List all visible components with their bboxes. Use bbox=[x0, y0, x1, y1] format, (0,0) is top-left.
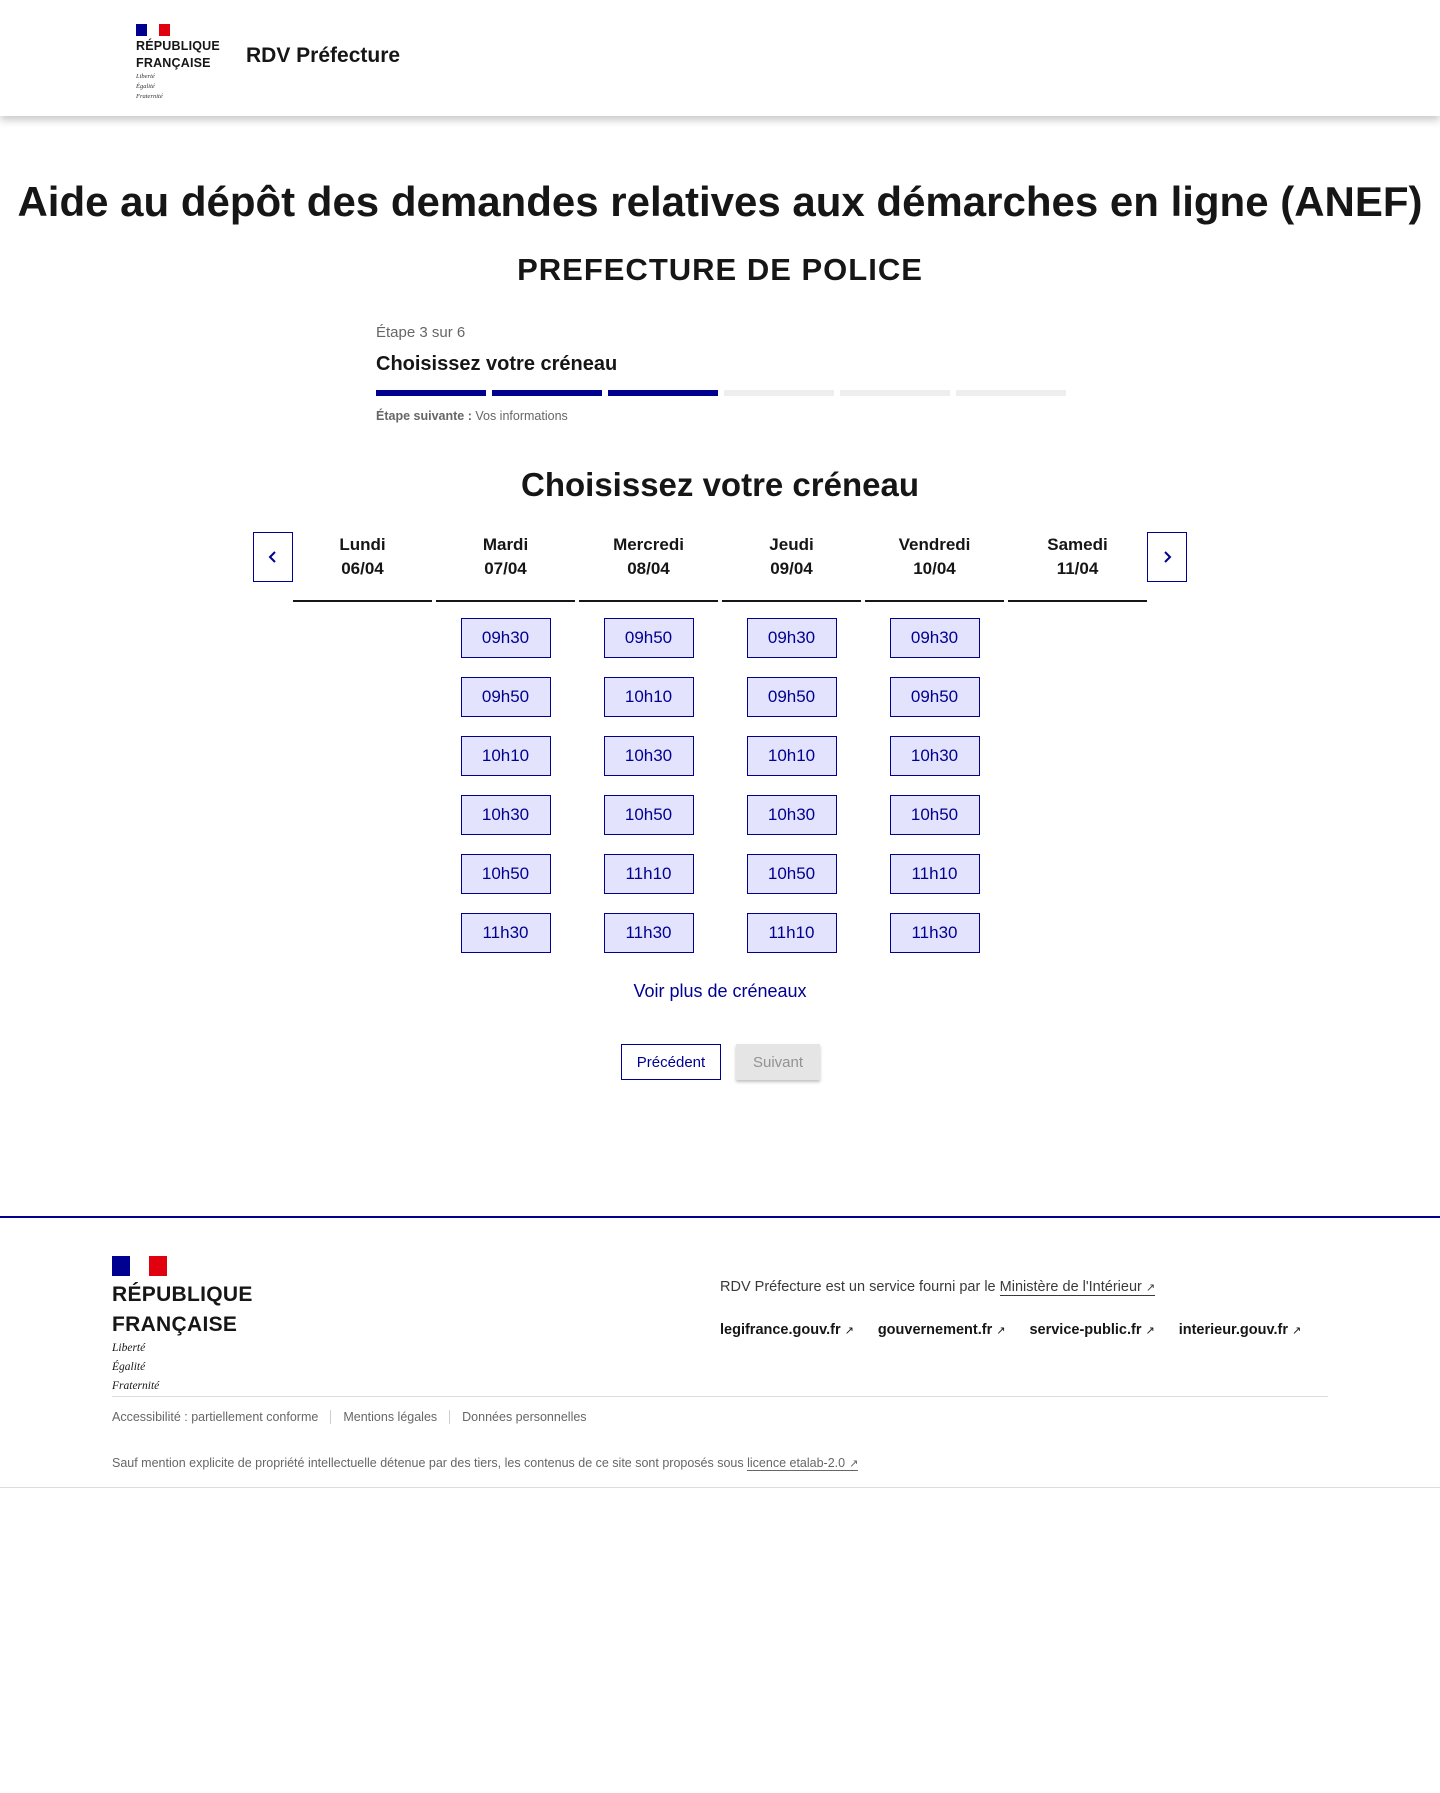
external-link-icon: ↗ bbox=[996, 1325, 1006, 1337]
logo-text-line1: RÉPUBLIQUE bbox=[136, 39, 220, 53]
chooser-title: Choisissez votre créneau bbox=[521, 466, 919, 503]
time-slot-button[interactable]: 10h50 bbox=[461, 854, 551, 894]
chevron-right-icon bbox=[1160, 550, 1174, 564]
external-link-icon: ↗ bbox=[844, 1325, 854, 1337]
footer-divider bbox=[112, 1396, 1328, 1397]
prefecture-name: PREFECTURE DE POLICE bbox=[517, 252, 923, 287]
time-slot-button[interactable]: 11h30 bbox=[890, 913, 980, 953]
footer-link-label: interieur.gouv.fr bbox=[1178, 1322, 1288, 1338]
slot-list bbox=[865, 618, 1004, 953]
footer-link-label: legifrance.gouv.fr bbox=[720, 1322, 841, 1338]
day-name: Mercredi bbox=[613, 535, 684, 554]
time-slot-button[interactable]: 10h50 bbox=[747, 854, 837, 894]
time-slot-button[interactable]: 10h30 bbox=[747, 795, 837, 835]
time-slot-button[interactable]: 10h10 bbox=[747, 736, 837, 776]
footer-logo-text-line2: FRANÇAISE bbox=[112, 1313, 238, 1336]
day-name: Mardi bbox=[482, 535, 529, 554]
footer-links bbox=[720, 1322, 1301, 1338]
site-header bbox=[0, 0, 1440, 116]
day-date: 06/04 bbox=[341, 559, 384, 578]
days-grid bbox=[293, 532, 1147, 953]
footer-bottom-link[interactable]: Accessibilité : partiellement conforme bbox=[112, 1410, 319, 1424]
footer-description bbox=[720, 1279, 1155, 1295]
time-slot-button[interactable]: 09h30 bbox=[890, 618, 980, 658]
step-bar-5 bbox=[840, 390, 950, 396]
footer-devise-fraternite: Fraternité bbox=[112, 1380, 160, 1392]
time-slot-button[interactable]: 09h30 bbox=[461, 618, 551, 658]
day-name: Jeudi bbox=[769, 535, 814, 554]
external-link-icon: ↗ bbox=[1292, 1325, 1302, 1337]
time-slot-button[interactable]: 11h10 bbox=[604, 854, 694, 894]
next-button[interactable]: Suivant bbox=[736, 1044, 820, 1080]
step-next-label: Étape suivante : bbox=[376, 409, 472, 423]
day-column bbox=[1008, 532, 1147, 953]
page-title: Aide au dépôt des demandes relatives aux démarches en ligne (ANEF) bbox=[17, 178, 1423, 225]
day-column bbox=[865, 532, 1004, 953]
ministry-link[interactable] bbox=[1000, 1279, 1155, 1296]
footer-logo-text-line1: RÉPUBLIQUE bbox=[112, 1283, 253, 1306]
day-header bbox=[722, 532, 861, 602]
step-bar-3 bbox=[608, 390, 718, 396]
step-bar-4 bbox=[724, 390, 834, 396]
footer-link-label: service-public.fr bbox=[1029, 1322, 1142, 1338]
time-slot-button[interactable]: 09h50 bbox=[461, 677, 551, 717]
footer-bottom-link[interactable]: Données personnelles bbox=[449, 1410, 598, 1424]
time-slot-button[interactable]: 10h30 bbox=[604, 736, 694, 776]
day-header bbox=[293, 532, 432, 602]
time-slot-button[interactable]: 10h50 bbox=[604, 795, 694, 835]
time-slot-button[interactable]: 10h10 bbox=[604, 677, 694, 717]
footer-bottom-link[interactable]: Mentions légales bbox=[330, 1410, 449, 1424]
day-date: 10/04 bbox=[913, 559, 956, 578]
day-column bbox=[293, 532, 432, 953]
chevron-left-icon bbox=[266, 550, 280, 564]
slot-list bbox=[579, 618, 718, 953]
footer-bottom-links bbox=[112, 1410, 599, 1424]
day-name: Samedi bbox=[1047, 535, 1108, 554]
day-column bbox=[579, 532, 718, 953]
time-slot-button[interactable]: 11h10 bbox=[747, 913, 837, 953]
slot-list bbox=[722, 618, 861, 953]
time-slot-button[interactable]: 09h50 bbox=[604, 618, 694, 658]
republique-francaise-logo[interactable] bbox=[136, 24, 226, 100]
time-slot-button[interactable]: 11h10 bbox=[890, 854, 980, 894]
footer-description-text: RDV Préfecture est un service fourni par le bbox=[720, 1279, 1000, 1295]
day-name: Lundi bbox=[339, 535, 386, 554]
footer-republique-francaise-logo[interactable] bbox=[112, 1256, 253, 1393]
footer-link-service-public[interactable] bbox=[1029, 1322, 1154, 1338]
marianne-flag-icon bbox=[136, 24, 170, 36]
step-title: Choisissez votre créneau bbox=[376, 353, 618, 375]
day-date: 08/04 bbox=[627, 559, 670, 578]
devise-fraternite: Fraternité bbox=[136, 93, 163, 100]
footer-link-interieur[interactable] bbox=[1179, 1322, 1302, 1338]
previous-button[interactable]: Précédent bbox=[621, 1044, 721, 1080]
stepper bbox=[376, 324, 1066, 423]
external-link-icon: ↗ bbox=[1145, 1282, 1156, 1294]
footer-link-legifrance[interactable] bbox=[720, 1322, 854, 1338]
devise-egalite: Égalité bbox=[136, 83, 155, 90]
day-date: 09/04 bbox=[770, 559, 813, 578]
day-header bbox=[1008, 532, 1147, 602]
logo-text-line2: FRANÇAISE bbox=[136, 56, 211, 70]
time-slot-button[interactable]: 10h50 bbox=[890, 795, 980, 835]
day-column bbox=[722, 532, 861, 953]
license-link-label: licence etalab-2.0 bbox=[747, 1456, 846, 1470]
time-slot-button[interactable]: 10h30 bbox=[890, 736, 980, 776]
devise-liberte: Liberté bbox=[136, 73, 155, 80]
license-text: Sauf mention explicite de propriété intellectuelle détenue par des tiers, les contenus de ce site sont proposés sous bbox=[112, 1456, 748, 1470]
day-header bbox=[865, 532, 1004, 602]
step-bar-6 bbox=[956, 390, 1066, 396]
step-next bbox=[376, 409, 1066, 423]
more-slots-link[interactable]: Voir plus de créneaux bbox=[633, 981, 807, 1001]
external-link-icon: ↗ bbox=[1145, 1325, 1155, 1337]
footer-link-gouvernement[interactable] bbox=[878, 1322, 1006, 1338]
marianne-flag-icon bbox=[112, 1256, 167, 1276]
footer-license bbox=[112, 1456, 858, 1470]
slot-list bbox=[436, 618, 575, 953]
time-slot-button[interactable]: 09h50 bbox=[890, 677, 980, 717]
time-slot-button[interactable]: 09h50 bbox=[747, 677, 837, 717]
time-slot-button[interactable]: 11h30 bbox=[461, 913, 551, 953]
step-progress-bar bbox=[376, 390, 1066, 396]
time-slot-button[interactable]: 10h30 bbox=[461, 795, 551, 835]
day-column bbox=[436, 532, 575, 953]
external-link-icon: ↗ bbox=[849, 1458, 859, 1470]
footer-link-label: gouvernement.fr bbox=[877, 1322, 993, 1338]
license-link[interactable] bbox=[747, 1456, 858, 1471]
step-bar-1 bbox=[376, 390, 486, 396]
step-bar-2 bbox=[492, 390, 602, 396]
ministry-link-label: Ministère de l'Intérieur bbox=[999, 1279, 1142, 1295]
footer-devise-egalite: Égalité bbox=[112, 1361, 146, 1373]
day-header bbox=[436, 532, 575, 602]
time-slot-button[interactable]: 11h30 bbox=[604, 913, 694, 953]
time-slot-button[interactable]: 10h10 bbox=[461, 736, 551, 776]
step-state: Étape 3 sur 6 bbox=[376, 324, 466, 341]
day-name: Vendredi bbox=[898, 535, 971, 554]
footer-devise-liberte: Liberté bbox=[112, 1342, 146, 1354]
time-slot-button[interactable]: 09h30 bbox=[747, 618, 837, 658]
service-title[interactable]: RDV Préfecture bbox=[246, 44, 401, 67]
day-date: 07/04 bbox=[484, 559, 527, 578]
day-date: 11/04 bbox=[1056, 559, 1099, 578]
next-week-button[interactable] bbox=[1147, 532, 1187, 582]
previous-week-button[interactable] bbox=[253, 532, 293, 582]
day-header bbox=[579, 532, 718, 602]
step-next-value: Vos informations bbox=[475, 409, 568, 423]
site-footer bbox=[0, 1216, 1440, 1488]
